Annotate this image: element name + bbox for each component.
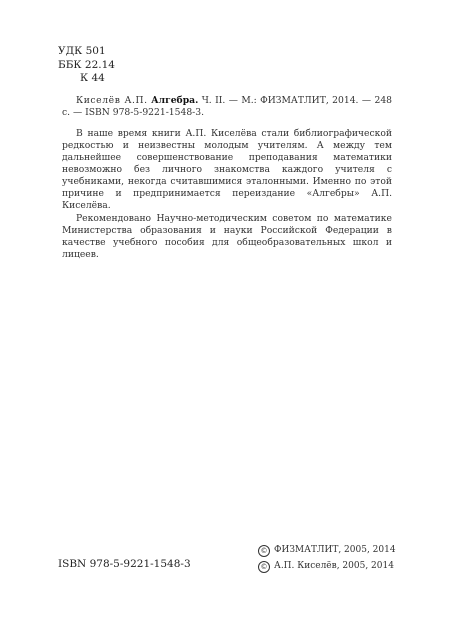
copyright-icon: ©	[258, 545, 270, 557]
copyright-holder: ФИЗМАТЛИТ, 2005, 2014	[274, 545, 396, 555]
copyright-holder: А.П. Киселёв, 2005, 2014	[274, 561, 394, 571]
copyright-icon: ©	[258, 561, 270, 573]
bibliographic-block	[62, 95, 392, 261]
copyright-block	[258, 542, 396, 574]
bibliographic-reference	[62, 95, 392, 119]
copyright-line	[258, 558, 396, 574]
author-mark: К 44	[80, 72, 105, 84]
reference-title: Алгебра.	[151, 95, 199, 106]
reference-author: Киселёв А.П.	[76, 95, 148, 106]
bbk-code: ББК 22.14	[58, 58, 115, 71]
recommendation-paragraph: Рекомендовано Научно-методическим советом по математике Министерства образования и науки Российской Федерации в качестве учебного пособия для общеобразовательных школ и лицеев.	[62, 213, 392, 260]
footer-isbn: ISBN 978-5-9221-1548-3	[58, 558, 191, 570]
reference-details: Ч. II. — М.: ФИЗМАТЛИТ, 2014. — 248 с. — ISBN 978-5-9221-1548-3.	[62, 95, 393, 118]
copyright-line	[258, 542, 396, 558]
udk-code: УДК 501	[58, 45, 106, 57]
annotation-paragraph: В наше время книги А.П. Киселёва стали библиографической редкостью и неизвестны молодым учителям. А между тем дальнейшее совершенствование преподавания математики невозможно без личного знакомства каждого учителя с учебниками, некогда считавшимися эталонными. Именно по этой причине и предпринимается переиздание «Алгебры» А.П. Киселёва.	[62, 128, 392, 211]
classification-codes	[58, 45, 115, 86]
